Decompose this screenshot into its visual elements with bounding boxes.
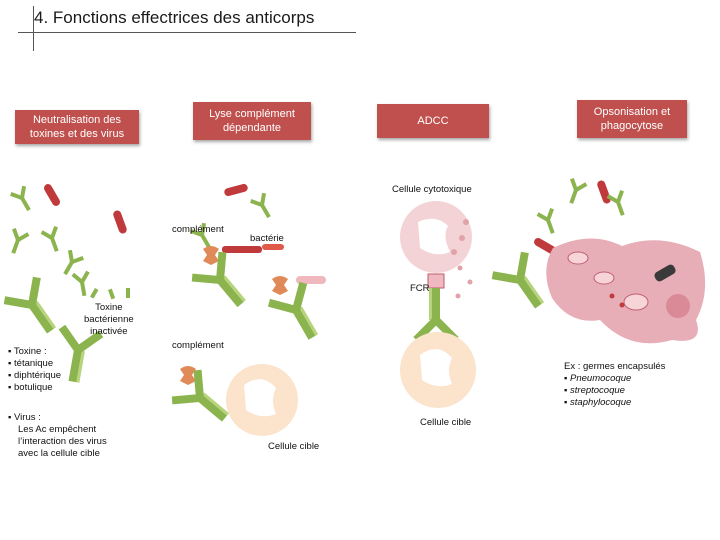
header-opsonisation-label: Opsonisation et phagocytose xyxy=(593,106,671,132)
virus-note xyxy=(8,412,107,460)
virus-line: l’interaction des virus xyxy=(18,436,107,447)
toxine-item: ▪ botulique xyxy=(8,382,53,393)
virus-line: avec la cellule cible xyxy=(18,448,100,459)
toxine-inactivee-line-3: inactivée xyxy=(90,326,128,337)
examples-heading: Ex : germes encapsulés xyxy=(564,361,666,372)
label-cellule-cytotoxique: Cellule cytotoxique xyxy=(392,184,472,195)
example-item: ▪ Pneumocoque xyxy=(564,373,632,384)
examples-list xyxy=(564,361,665,409)
opsonisation-illustration xyxy=(488,177,705,343)
toxine-list xyxy=(8,346,61,394)
header-adcc-label: ADCC xyxy=(417,115,449,127)
virus-heading: ▪ Virus : xyxy=(8,412,41,423)
label-cellule-cible-lyse: Cellule cible xyxy=(268,441,320,452)
label-complement-1: complément xyxy=(172,224,224,235)
label-bacterie: bactérie xyxy=(250,233,284,244)
toxine-inactivee-line-2: bactérienne xyxy=(84,314,134,325)
header-lyse-label: Lyse complément dépendante xyxy=(209,108,295,134)
lyse-illustration xyxy=(168,183,331,436)
label-complement-2: complément xyxy=(172,340,224,351)
toxine-heading: ▪ Toxine : xyxy=(8,346,47,357)
label-toxine-inactivee xyxy=(84,302,134,338)
toxine-inactivee-line-1: Toxine xyxy=(95,302,123,313)
label-cellule-cible-adcc: Cellule cible xyxy=(420,417,472,428)
header-neutralisation-label: Neutralisation des toxines et des virus xyxy=(29,114,125,140)
slide-title: 4. Fonctions effectrices des anticorps xyxy=(34,8,315,27)
toxine-item: ▪ diphtérique xyxy=(8,370,62,381)
adcc-illustration xyxy=(400,201,476,408)
virus-line: Les Ac empêchent xyxy=(18,424,97,435)
example-item: ▪ streptocoque xyxy=(564,385,625,396)
example-item: ▪ staphylocoque xyxy=(564,397,632,408)
label-fcr: FCR xyxy=(410,283,430,294)
toxine-item: ▪ tétanique xyxy=(8,358,54,369)
